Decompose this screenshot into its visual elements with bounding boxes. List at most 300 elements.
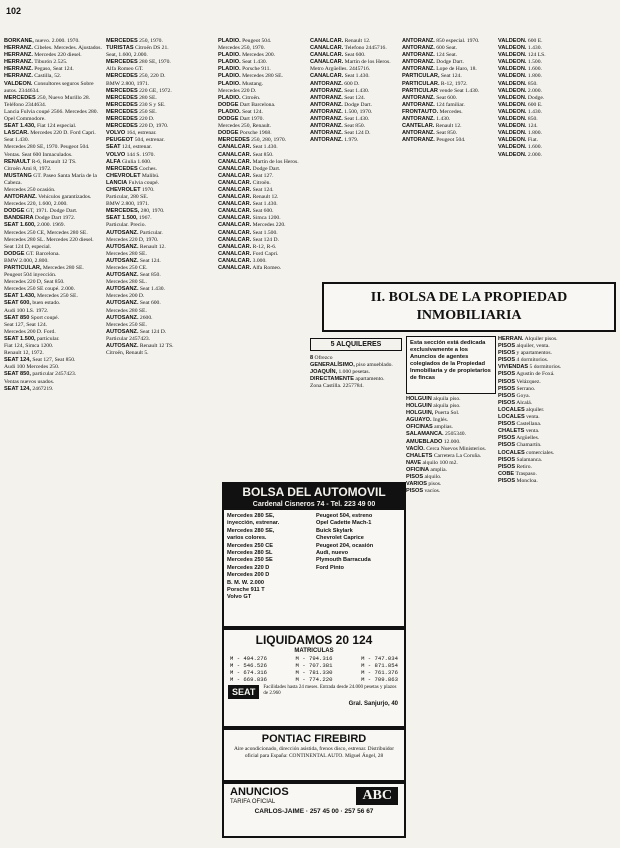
classified-entry bbox=[498, 364, 614, 371]
entry-keyword: MERCEDES bbox=[106, 38, 138, 44]
entry-keyword: VALDEON. bbox=[498, 80, 527, 87]
entry-text: Renault 12. bbox=[138, 243, 166, 250]
classified-entry bbox=[4, 187, 102, 194]
entry-keyword: PISOS bbox=[406, 474, 424, 481]
ad-line: Mercedes 280 SL bbox=[227, 550, 273, 557]
entry-text: apartamento. bbox=[354, 376, 385, 383]
entry-text: Giulia 1.600. bbox=[120, 158, 152, 165]
classified-entry bbox=[310, 383, 402, 390]
classified-entry bbox=[218, 201, 306, 208]
classified-entry bbox=[218, 102, 306, 109]
classified-entry bbox=[218, 137, 306, 144]
entry-text: comerciales. bbox=[524, 449, 555, 456]
ad-line: varios colores. bbox=[227, 535, 267, 542]
classified-entry bbox=[106, 109, 214, 116]
entry-text: BMW 2.800, 1971. bbox=[106, 201, 150, 208]
entry-keyword: CANALCAR. bbox=[310, 59, 344, 66]
liquidamos-ad bbox=[222, 628, 406, 728]
entry-text: alquiler, venta. bbox=[515, 343, 550, 350]
classified-entry bbox=[310, 369, 402, 376]
classified-entry bbox=[218, 45, 306, 52]
classified-entry bbox=[106, 73, 214, 80]
liquidamos-title: LIQUIDAMOS 20 124 bbox=[255, 633, 373, 647]
ad-line: Opel Cadette Mach-1 bbox=[316, 520, 372, 527]
classified-entry bbox=[4, 329, 102, 336]
classified-entry bbox=[402, 109, 494, 116]
entry-text: Seat 127. bbox=[251, 172, 274, 179]
entry-text: venta. bbox=[524, 414, 540, 421]
entry-text: 1.800. bbox=[526, 130, 542, 137]
classified-entry bbox=[4, 364, 102, 371]
entry-text: Fiat 124, Simca 1200. bbox=[4, 343, 54, 350]
entry-keyword: PISOS bbox=[498, 477, 516, 484]
entry-text: 600 E. bbox=[526, 101, 543, 108]
entry-text: 124. bbox=[526, 123, 538, 130]
entry-text: Renault 12. bbox=[343, 38, 371, 44]
classified-entry bbox=[218, 123, 306, 130]
entry-keyword: VALDEON. bbox=[498, 52, 527, 59]
entry-keyword: TURISTAS bbox=[106, 45, 134, 52]
entry-text: 250, 220 D. bbox=[137, 73, 166, 80]
entry-text: Seat 124. bbox=[251, 186, 274, 193]
seat-logo: SEAT bbox=[228, 685, 259, 699]
entry-text: Mercedes 220 D. Ford Capri. Seat 1.430. bbox=[4, 130, 96, 144]
entry-text: Agustín de Foxá. bbox=[515, 371, 555, 378]
entry-text: Renault 12. bbox=[251, 194, 279, 201]
entry-text: 2.000. bbox=[526, 87, 542, 94]
entry-keyword: AUTOSANZ. bbox=[106, 300, 139, 307]
entry-text: Mercedes 280 SE. bbox=[240, 73, 283, 80]
classified-entry bbox=[106, 123, 214, 130]
classified-entry bbox=[4, 215, 102, 222]
entry-keyword: ANTORANZ. bbox=[402, 52, 435, 59]
entry-keyword: PARTICULAR, bbox=[402, 73, 440, 80]
classified-entry bbox=[4, 379, 102, 386]
classified-entry bbox=[498, 435, 614, 442]
entry-keyword: VALDEON. bbox=[498, 101, 527, 108]
classified-entry bbox=[4, 73, 102, 80]
entry-text: 2467219. bbox=[30, 385, 54, 392]
entry-text: 504, estrenar. bbox=[133, 137, 165, 144]
entry-text: R-12, R-6. bbox=[251, 243, 277, 250]
entry-text: 230 S y SE. bbox=[137, 101, 166, 108]
classified-entry bbox=[218, 73, 306, 80]
classified-entry bbox=[498, 478, 614, 485]
entry-keyword: CANALCAR. bbox=[310, 52, 344, 59]
classified-entry bbox=[218, 109, 306, 116]
entry-text: Seat 1.430. bbox=[342, 87, 370, 94]
entry-keyword: VALDEON. bbox=[498, 66, 527, 73]
entry-text: Alfa Romeo. bbox=[251, 265, 282, 271]
entry-text: 1.600. bbox=[526, 144, 542, 151]
entry-text: Dodge Dart. bbox=[342, 101, 372, 108]
classified-entry bbox=[402, 123, 494, 130]
classified-entry bbox=[498, 73, 614, 80]
entry-keyword: CANALCAR. bbox=[218, 179, 252, 186]
entry-text: Fiat 124 especial. bbox=[35, 123, 77, 130]
entry-text: Ford Capri. bbox=[251, 250, 279, 257]
entry-keyword: AUTOSANZ. bbox=[106, 243, 139, 250]
classified-entry bbox=[106, 272, 214, 279]
liquidamos-extra: Facilidades hasta 24 meses. Entrada desde 24.000 pesetas y plazos de 2.960 bbox=[263, 685, 397, 696]
entry-text: Citroën Ami 8, 1972. bbox=[4, 165, 52, 172]
entry-keyword: VALDEON. bbox=[498, 45, 527, 52]
entry-keyword: MERCEDES bbox=[106, 87, 138, 94]
entry-text: Mercedes 220 D, 1970. bbox=[106, 236, 159, 243]
classified-entry bbox=[106, 144, 214, 151]
classified-entry bbox=[402, 116, 494, 123]
entry-text: Telefono 2445716. bbox=[343, 45, 387, 52]
entry-keyword: MERCEDES bbox=[106, 123, 138, 130]
entry-text: Seat 600. bbox=[434, 94, 458, 101]
registration-number: M - 871.854 bbox=[361, 662, 398, 669]
entry-keyword: DODGE bbox=[218, 130, 239, 137]
column-7 bbox=[498, 336, 614, 846]
classified-entry bbox=[498, 350, 614, 357]
entry-keyword: HOLGUIN bbox=[406, 396, 432, 402]
entry-keyword: PLADIO. bbox=[218, 94, 241, 101]
entry-keyword: VOLVO bbox=[106, 130, 126, 137]
entry-text: 850 especial. 1970. bbox=[434, 38, 480, 44]
column-6 bbox=[498, 38, 614, 278]
classified-entry bbox=[498, 109, 614, 116]
entry-keyword: CANALCAR. bbox=[218, 165, 252, 172]
classified-entry bbox=[106, 130, 214, 137]
classified-entry bbox=[106, 66, 214, 73]
entry-keyword: CANALCAR. bbox=[218, 243, 252, 250]
entry-text: vacíos. bbox=[423, 488, 441, 495]
entry-text: Renault 12. bbox=[434, 123, 462, 130]
entry-keyword: ANTORANZ. bbox=[310, 137, 343, 144]
entry-text: alquilo. bbox=[423, 474, 442, 481]
classified-entry bbox=[4, 222, 102, 229]
entry-text: 250, Nuevo Murillo 28. Teléfono 2344634. bbox=[4, 94, 91, 108]
classified-entry bbox=[402, 59, 494, 66]
entry-keyword: VARIOS bbox=[406, 481, 428, 488]
entry-text: alquila piso. bbox=[431, 403, 461, 410]
entry-text: Citroën. bbox=[240, 94, 261, 101]
entry-keyword: PISOS bbox=[498, 456, 516, 463]
classified-entry bbox=[402, 38, 494, 45]
entry-keyword: PLADIO. bbox=[218, 108, 241, 115]
entry-text: Mercedes 200 D. bbox=[106, 293, 145, 300]
classified-entry bbox=[4, 265, 102, 272]
entry-text: Seat 124 D, especial. bbox=[4, 243, 52, 250]
entry-text: 124 LS. bbox=[526, 52, 546, 59]
classified-entry bbox=[218, 152, 306, 159]
column-4 bbox=[310, 38, 398, 278]
classified-entry bbox=[402, 73, 494, 80]
entry-text: Renault 12, 1972. bbox=[4, 350, 44, 357]
entry-keyword: PARTICULAR, bbox=[4, 265, 42, 271]
entry-text: Consultores seguros Sobre autos. 2344634. bbox=[4, 80, 94, 94]
entry-text: Seat 600. bbox=[138, 300, 161, 307]
entry-text: Cerca Nuevos Ministerios. bbox=[424, 445, 487, 452]
classified-entry bbox=[106, 293, 214, 300]
classified-entry bbox=[4, 343, 102, 350]
entry-text: 1.430. bbox=[526, 108, 542, 115]
entry-keyword: DODGE bbox=[4, 208, 25, 215]
entry-text: 280, 1970. bbox=[139, 208, 165, 215]
classified-entry bbox=[106, 88, 214, 95]
classified-entry bbox=[498, 457, 614, 464]
ad-line: Mercedes 250 CE bbox=[227, 542, 274, 549]
entry-keyword: CANALCAR. bbox=[310, 45, 344, 52]
entry-text: Mercedes 250 CE, Mercedes 280 SE. bbox=[4, 229, 88, 236]
entry-text: Mercedes 200 D. Ford. bbox=[4, 328, 56, 335]
classified-entry bbox=[106, 116, 214, 123]
classified-entry bbox=[4, 272, 102, 279]
entry-keyword: GENERALÍSIMO, bbox=[310, 362, 355, 369]
classified-entry bbox=[106, 166, 214, 173]
classified-entry bbox=[498, 428, 614, 435]
ad-line: Plymouth Barracuda bbox=[316, 557, 371, 564]
classified-entry bbox=[310, 73, 398, 80]
entry-text: Velázquez. bbox=[515, 378, 541, 385]
entry-text: 280 SE. bbox=[137, 94, 157, 101]
entry-keyword: ANTORANZ. bbox=[402, 38, 435, 44]
registration-number: M - 774.220 bbox=[295, 676, 333, 683]
entry-keyword: VALDEON. bbox=[498, 137, 527, 144]
entry-text: 12.000. bbox=[442, 438, 461, 445]
entry-text: Renault 12 TS. bbox=[138, 343, 174, 350]
classified-entry bbox=[498, 343, 614, 350]
entry-text: Seat 124. bbox=[342, 94, 366, 101]
entry-text: Mercedes 250 ocasión. bbox=[4, 186, 56, 193]
entry-keyword: CANALCAR. bbox=[218, 257, 252, 264]
classified-entry bbox=[4, 81, 102, 95]
entry-text: 220 D, 1970. bbox=[137, 123, 169, 130]
classified-entry bbox=[106, 251, 214, 258]
entry-text: Seat 124 D. bbox=[251, 236, 279, 243]
entry-keyword: ANTORANZ. bbox=[402, 59, 435, 66]
registration-number: M - 747.034 bbox=[361, 655, 398, 662]
entry-keyword: CHEVROLET bbox=[106, 172, 141, 179]
entry-text: Sport coupé. bbox=[29, 314, 60, 321]
entry-text: Peugeot 504. bbox=[434, 137, 466, 144]
entry-keyword: PARTICULAR. bbox=[402, 80, 440, 87]
entry-keyword: PISOS bbox=[498, 378, 516, 385]
entry-keyword: PISOS bbox=[498, 371, 516, 378]
entry-text: 250 SE. bbox=[137, 108, 157, 115]
classified-entry bbox=[406, 453, 494, 460]
classified-entry bbox=[310, 123, 398, 130]
classified-entry bbox=[218, 222, 306, 229]
classified-entry bbox=[218, 180, 306, 187]
classified-entry bbox=[498, 102, 614, 109]
classified-entry bbox=[498, 371, 614, 378]
entry-text: Mercedes 220 D. bbox=[218, 87, 257, 94]
classified-entry bbox=[106, 222, 214, 229]
entry-text: Seat 124 D. bbox=[342, 130, 371, 137]
classified-entry bbox=[310, 95, 398, 102]
entry-keyword: FRONTAUTO. bbox=[402, 108, 439, 115]
entry-keyword: CANALCAR. bbox=[310, 73, 344, 80]
entry-text: 1.979. bbox=[342, 137, 359, 144]
liquidamos-row bbox=[230, 676, 398, 683]
classified-entry bbox=[106, 279, 214, 286]
entry-keyword: PISOS bbox=[498, 463, 516, 470]
entry-keyword: ANTORANZ. bbox=[402, 66, 435, 73]
entry-keyword: PISOS bbox=[498, 350, 516, 357]
classified-entry bbox=[218, 258, 306, 265]
ad-line: Peugeot 204, ocasión bbox=[316, 542, 374, 549]
entry-text: Citroën, Renault 5. bbox=[106, 350, 149, 357]
entry-text: vende Seat 1.430. bbox=[437, 87, 480, 94]
classified-entry bbox=[402, 137, 494, 144]
entry-text: Citroën. bbox=[251, 179, 271, 186]
liquidamos-table bbox=[224, 655, 404, 683]
alquileres-column bbox=[310, 336, 402, 416]
classified-entry bbox=[106, 137, 214, 144]
classified-entry bbox=[106, 300, 214, 307]
entry-text: Seat, 1.600, 2.000. bbox=[106, 52, 148, 59]
entry-text: Ventas. Seat 600 Inmaculados. bbox=[4, 151, 73, 158]
entry-keyword: MERCEDES bbox=[106, 73, 138, 80]
entry-text: 5 dormitorios. bbox=[528, 364, 562, 371]
classified-entry bbox=[406, 424, 494, 431]
classified-entry bbox=[218, 59, 306, 66]
classified-entry bbox=[106, 159, 214, 166]
entry-text: 124 familiar. bbox=[434, 101, 465, 108]
liquidamos-address: Gral. Sanjurjo, 40 bbox=[348, 701, 398, 707]
entry-text: Seat 124. bbox=[439, 73, 462, 80]
entry-text: Tiburón 2.525. bbox=[32, 59, 68, 66]
classified-entry bbox=[406, 474, 494, 481]
classified-entry bbox=[498, 144, 614, 151]
classified-entry bbox=[4, 315, 102, 322]
entry-text: Seat 850. bbox=[434, 130, 458, 137]
entry-keyword: MERCEDES bbox=[106, 108, 138, 115]
entry-keyword: AUTOSANZ. bbox=[106, 328, 139, 335]
entry-text: Lancia Fulvia coupé 2566. Mercedes 280. Opel Commodore. bbox=[4, 108, 98, 123]
classified-entry bbox=[106, 244, 214, 251]
entry-keyword: HERRANZ. bbox=[4, 66, 33, 73]
entry-text: Alfa Romeo GT. bbox=[106, 66, 144, 73]
alquileres-list bbox=[310, 355, 402, 390]
entry-keyword: HERRANZ. bbox=[4, 45, 33, 52]
registration-number: M - 761.376 bbox=[361, 669, 398, 676]
entry-keyword: ANTORANZ. bbox=[402, 116, 435, 123]
entry-keyword: VALDEON. bbox=[498, 108, 527, 115]
registration-number: M - 674.316 bbox=[230, 669, 267, 676]
classified-entry bbox=[402, 66, 494, 73]
entry-text: Mercedes 220 diesel. bbox=[32, 52, 82, 59]
entry-keyword: SEAT 850, bbox=[4, 371, 31, 378]
pontiac-title: PONTIAC FIREBIRD bbox=[261, 733, 367, 745]
classified-entry bbox=[4, 230, 102, 237]
entry-text: Seat 124 D. bbox=[138, 328, 167, 335]
entry-keyword: AUTOSANZ. bbox=[106, 314, 139, 321]
entry-keyword: VALDEON. bbox=[498, 38, 527, 44]
ad-line: Buick Skylark bbox=[316, 527, 353, 534]
entry-keyword: HERRANZ. bbox=[4, 52, 33, 59]
classified-entry bbox=[310, 81, 398, 88]
entry-keyword: LOCALES bbox=[498, 449, 525, 456]
entry-text: Mercedes 200. bbox=[240, 52, 276, 59]
ad-line: Chevrolet Caprice bbox=[316, 535, 364, 542]
entry-text: R-12, 1972. bbox=[439, 80, 468, 87]
classified-entry bbox=[310, 59, 398, 73]
entry-keyword: VALDEON. bbox=[498, 87, 527, 94]
pontiac-text: Aire acondicionado, dirección asistida, frenos disco, estrenar. Distribuidor oficial para España: CONTINENTAL AUTO. Miguel Ángel, 28 bbox=[233, 746, 395, 759]
classified-entry bbox=[4, 130, 102, 144]
ad-line: Audi, nuevo bbox=[316, 550, 349, 557]
entry-text: 2505340. bbox=[443, 431, 466, 438]
classified-entry bbox=[4, 159, 102, 166]
entry-text: Seat 850. bbox=[138, 272, 161, 279]
entry-keyword: AUTOSANZ. bbox=[106, 343, 139, 350]
entry-keyword: CANALCAR. bbox=[218, 229, 252, 236]
classified-entry bbox=[218, 244, 306, 251]
classified-entry bbox=[4, 322, 102, 329]
anuncios-subtitle: TARIFA OFICIAL bbox=[230, 799, 276, 805]
liquidamos-subtitle: MATRICULAS bbox=[294, 648, 334, 654]
entry-text: Particular. bbox=[138, 229, 163, 236]
entry-keyword: DODGE bbox=[218, 101, 239, 108]
entry-keyword: MUSTANG bbox=[4, 172, 32, 179]
entry-text: nuevo. 2.000. 1970. bbox=[33, 38, 80, 44]
entry-keyword: ANTORANZ. bbox=[310, 80, 343, 87]
entry-text: 850. bbox=[526, 80, 538, 87]
classified-entry bbox=[106, 45, 214, 52]
classified-entry bbox=[406, 488, 494, 495]
entry-keyword: CANALCAR. bbox=[218, 236, 252, 243]
entry-keyword: MERCEDES, bbox=[106, 208, 140, 215]
entry-text: 2.000. 1969. bbox=[35, 222, 65, 229]
notice-text: Esta sección está dedicada exclusivamente a los Anuncios de agentes colegiados de la Propiedad Inmobiliaria y de propietarios de fincas bbox=[410, 340, 491, 381]
classified-entry bbox=[402, 52, 494, 59]
registration-number: M - 494.276 bbox=[230, 655, 267, 662]
entry-keyword: OFICINAS bbox=[406, 424, 433, 431]
classified-entry bbox=[498, 357, 614, 364]
entry-text: particular 2457423. bbox=[30, 371, 77, 378]
entry-text: Particular, 280 SE. bbox=[106, 194, 149, 201]
abc-logo: ABC bbox=[356, 787, 398, 805]
entry-text: venta. bbox=[524, 428, 540, 435]
column-8 bbox=[406, 396, 494, 846]
classified-entry bbox=[4, 152, 102, 159]
entry-keyword: ANTORANZ. bbox=[402, 45, 435, 52]
entry-text: 164, estrenar. bbox=[125, 130, 157, 137]
ad-line: Mercedes 250 SE bbox=[227, 557, 273, 564]
entry-text: 220 D. bbox=[137, 116, 155, 123]
entry-text: pisos. bbox=[427, 481, 442, 488]
entry-text: 1.430. bbox=[526, 45, 542, 52]
classified-entry bbox=[498, 88, 614, 95]
classified-entry bbox=[218, 116, 306, 123]
entry-text: 1970. bbox=[140, 186, 155, 193]
entry-keyword: CANTELAR. bbox=[402, 123, 435, 130]
classified-entry bbox=[498, 130, 614, 137]
entry-text: R-6, Renault 12 TS. bbox=[30, 158, 77, 165]
entry-keyword: VALDEON. bbox=[498, 116, 527, 123]
entry-keyword: AUTOSANZ. bbox=[106, 257, 139, 264]
entry-text: Puerta Sol. bbox=[433, 410, 460, 417]
classified-entry bbox=[106, 215, 214, 222]
classified-entry bbox=[498, 464, 614, 471]
entry-keyword: PEUGEOT bbox=[106, 137, 134, 144]
classified-entry bbox=[4, 251, 102, 258]
entry-keyword: VACÍO. bbox=[406, 445, 425, 452]
entry-keyword: VIVIENDAS bbox=[498, 364, 529, 371]
entry-text: Martín de los Heros. bbox=[251, 158, 299, 165]
classified-entry bbox=[406, 439, 494, 446]
classified-entry bbox=[218, 95, 306, 102]
classified-entry bbox=[406, 467, 494, 474]
entry-keyword: PLADIO. bbox=[218, 73, 241, 80]
entry-text: 220 GE, 1972. bbox=[137, 87, 172, 94]
